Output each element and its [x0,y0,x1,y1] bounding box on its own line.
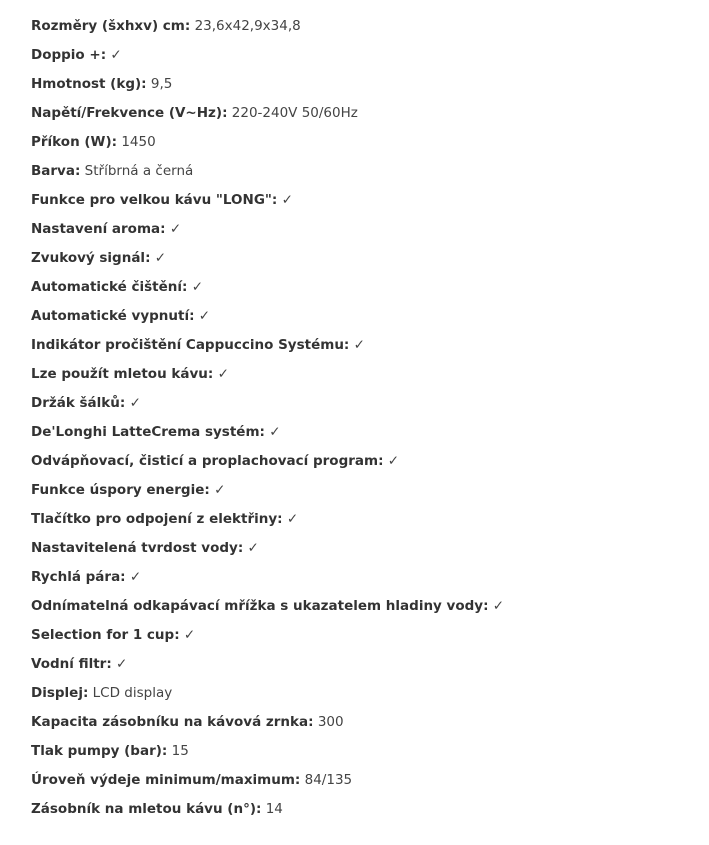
spec-label: Automatické vypnutí: [31,308,195,324]
spec-label: Odvápňovací, čisticí a proplachovací program: [31,453,384,469]
spec-value: 300 [317,714,344,730]
spec-label: Tlak pumpy (bar): [31,743,168,759]
spec-label: De'Longhi LatteCrema systém: [31,424,265,440]
spec-value: ✓ [281,192,293,208]
spec-row-auto-off [31,305,504,334]
spec-label: Odnímatelná odkapávací mřížka s ukazatelem hladiny vody: [31,598,489,614]
spec-row-ground-coffee [31,363,504,392]
spec-value: ✓ [183,627,196,643]
spec-label: Kapacita zásobníku na kávová zrnka: [31,714,314,730]
spec-label: Úroveň výdeje minimum/maximum: [31,772,301,788]
spec-label: Napětí/Frekvence (V~Hz): [31,105,228,121]
spec-label: Zvukový signál: [31,250,151,266]
spec-row-aroma [31,218,504,247]
spec-value: ✓ [269,424,281,440]
spec-row-long-coffee [31,189,504,218]
spec-row-water-filter [31,653,504,682]
spec-label: Doppio +: [31,47,107,63]
spec-label: Rychlá pára: [31,569,126,585]
spec-row-lattecrema [31,421,504,450]
spec-value: 84/135 [304,772,353,788]
spec-label: Hmotnost (kg): [31,76,147,92]
spec-value: ✓ [129,569,142,585]
spec-row-cappuccino-indicator [31,334,504,363]
spec-row-power-disconnect [31,508,504,537]
spec-row-color [31,160,504,189]
spec-value: ✓ [492,598,505,614]
spec-row-energy-saving [31,479,504,508]
spec-row-doppio [31,44,504,73]
spec-label: Funkce úspory energie: [31,482,210,498]
spec-label: Barva: [31,163,81,179]
spec-value: 9,5 [150,76,173,92]
spec-value: Stříbrná a černá [84,163,194,179]
spec-value: ✓ [387,453,400,469]
spec-row-pump-pressure [31,740,504,769]
spec-value: LCD display [92,685,173,701]
spec-row-one-cup [31,624,504,653]
spec-label: Indikátor pročištění Cappuccino Systému: [31,337,350,353]
spec-value: ✓ [110,47,122,63]
spec-value: ✓ [286,511,299,527]
spec-label: Nastavitelená tvrdost vody: [31,540,244,556]
spec-value: ✓ [198,308,211,324]
spec-label: Vodní filtr: [31,656,112,672]
spec-row-bean-capacity [31,711,504,740]
spec-row-ground-container [31,798,504,827]
spec-row-auto-clean [31,276,504,305]
spec-label: Automatické čištění: [31,279,188,295]
spec-value: 1450 [121,134,156,150]
spec-value: ✓ [191,279,204,295]
spec-value: ✓ [154,250,167,266]
spec-value: ✓ [217,366,229,382]
spec-value: ✓ [169,221,182,237]
spec-row-cup-holder [31,392,504,421]
spec-row-descaling-program [31,450,504,479]
spec-value: ✓ [353,337,365,353]
spec-label: Selection for 1 cup: [31,627,180,643]
spec-value: ✓ [129,395,141,411]
spec-value: ✓ [214,482,226,498]
spec-label: Držák šálků: [31,395,126,411]
spec-value: 23,6x42,9x34,8 [194,18,301,34]
spec-value: ✓ [247,540,259,556]
spec-label: Příkon (W): [31,134,118,150]
spec-value: 220-240V 50/60Hz [231,105,358,121]
spec-label: Lze použít mletou kávu: [31,366,214,382]
spec-label: Displej: [31,685,89,701]
spec-label: Zásobník na mletou kávu (n°): [31,801,262,817]
spec-row-water-hardness [31,537,504,566]
spec-row-display [31,682,504,711]
spec-value: 14 [265,801,283,817]
spec-label: Tlačítko pro odpojení z elektřiny: [31,511,283,527]
spec-row-power [31,131,504,160]
spec-value: 15 [171,743,189,759]
spec-row-dimensions [31,15,504,44]
spec-row-drip-tray [31,595,504,624]
spec-label: Funkce pro velkou kávu "LONG": [31,192,278,208]
spec-label: Rozměry (šxhxv) cm: [31,18,191,34]
spec-row-quick-steam [31,566,504,595]
spec-list [31,15,504,827]
spec-label: Nastavení aroma: [31,221,166,237]
spec-row-sound-signal [31,247,504,276]
spec-row-weight [31,73,504,102]
spec-value: ✓ [116,656,128,672]
spec-row-dispense-range [31,769,504,798]
spec-row-voltage [31,102,504,131]
